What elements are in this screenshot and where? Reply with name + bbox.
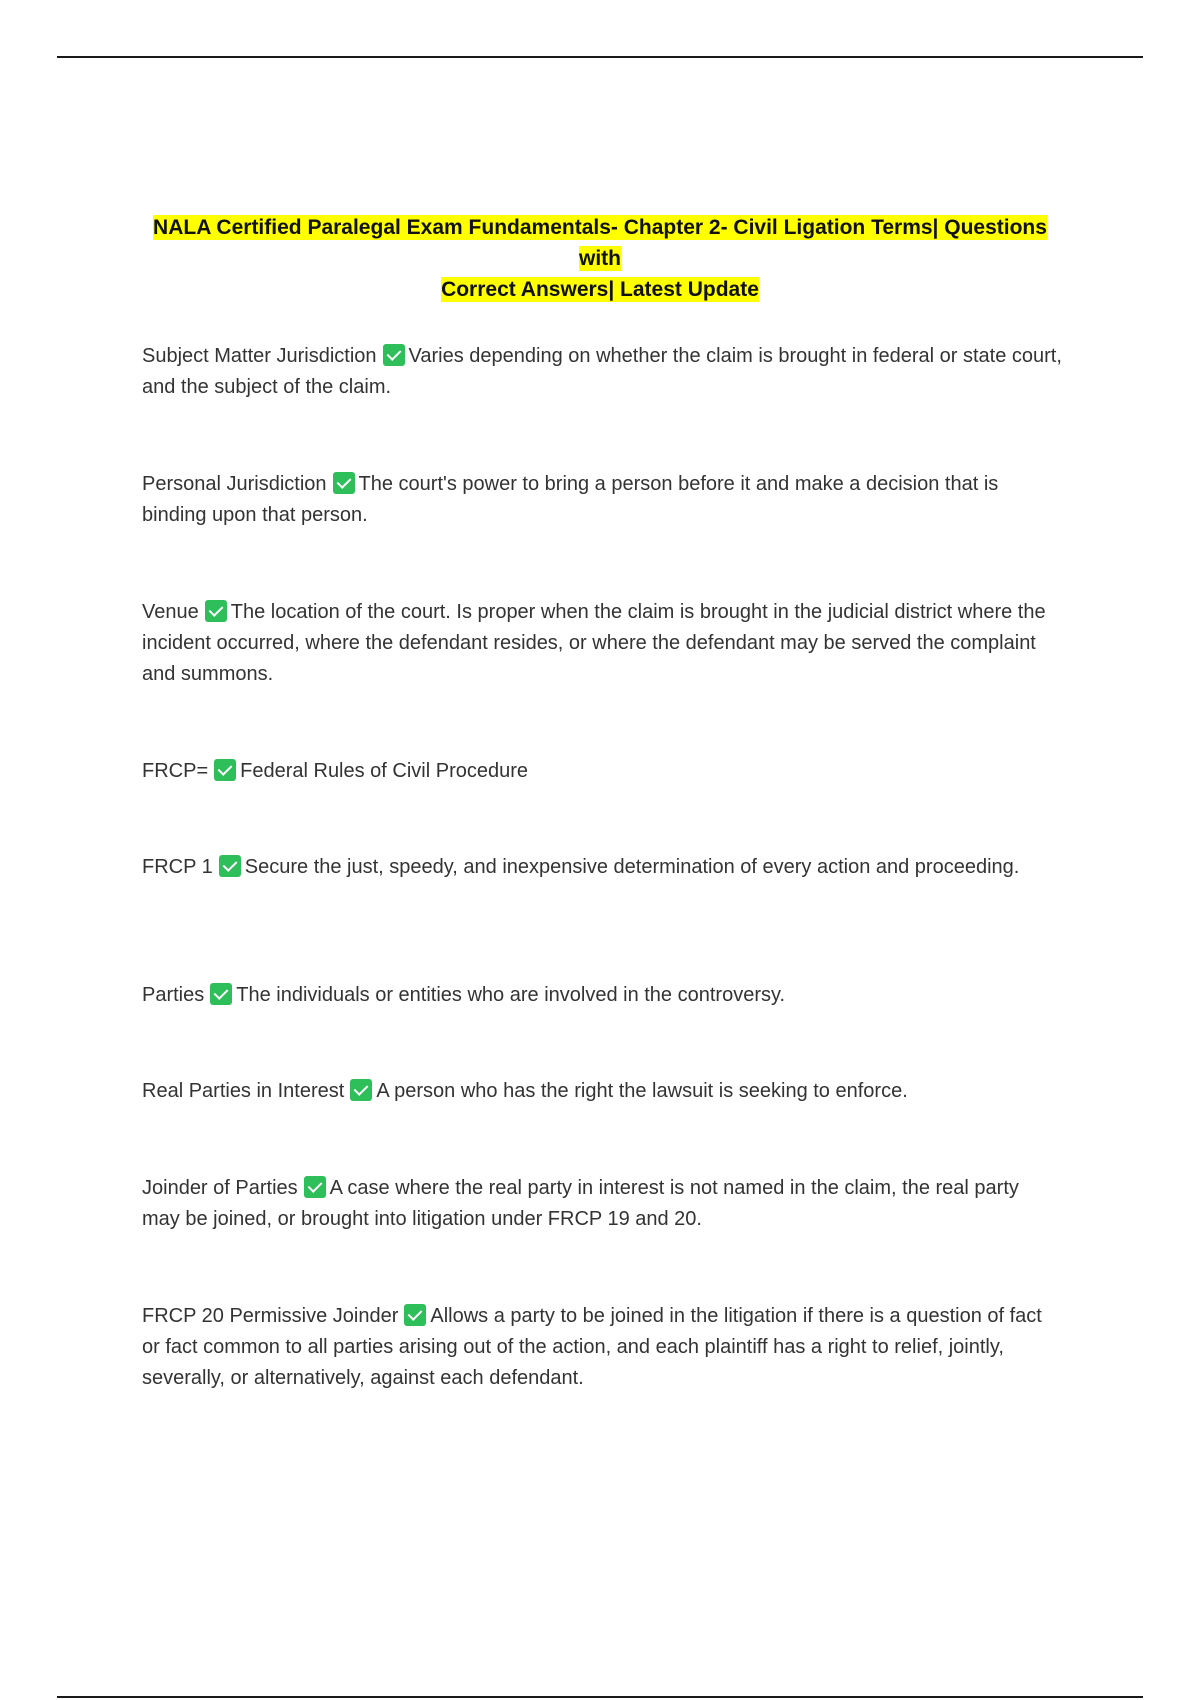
answer: The location of the court. Is proper when the claim is brought in the judicial district where the incident occurred, where the defendant resides, or where the defendant may be served the complaint and summons. xyxy=(142,601,1046,685)
term: Joinder of Parties xyxy=(142,1177,298,1199)
qa-entry-frcp-20-permissive-joinder xyxy=(142,1301,1062,1394)
term: Real Parties in Interest xyxy=(142,1080,345,1102)
title-line-2: Correct Answers| Latest Update xyxy=(441,278,759,301)
term: FRCP 1 xyxy=(142,856,213,878)
answer: Varies depending on whether the claim is brought in federal or state court, and the subject of the claim. xyxy=(142,345,1062,398)
check-mark-icon xyxy=(404,1304,426,1326)
qa-entry-parties xyxy=(142,980,1062,1011)
answer: A case where the real party in interest is not named in the claim, the real party may be joined, or brought into litigation under FRCP 19 and 20. xyxy=(142,1177,1019,1230)
qa-entry-subject-matter-jurisdiction xyxy=(142,341,1062,403)
check-mark-icon xyxy=(383,344,405,366)
title-line-1: NALA Certified Paralegal Exam Fundamentals- Chapter 2- Civil Ligation Terms| Questions with xyxy=(153,216,1047,270)
qa-entry-venue xyxy=(142,597,1062,690)
term: Subject Matter Jurisdiction xyxy=(142,345,377,367)
term: FRCP 20 Permissive Joinder xyxy=(142,1305,399,1327)
answer: Federal Rules of Civil Procedure xyxy=(240,760,529,782)
bottom-rule xyxy=(57,1696,1143,1698)
document-title xyxy=(140,212,1060,305)
answer: Allows a party to be joined in the litigation if there is a question of fact or fact common to all parties arising out of the action, and each plaintiff has a right to relief, jointly, severally, or alternatively, against each defendant. xyxy=(142,1305,1042,1389)
check-mark-icon xyxy=(210,983,232,1005)
check-mark-icon xyxy=(205,600,227,622)
qa-entry-frcp-1 xyxy=(142,852,1062,883)
qa-entry-personal-jurisdiction xyxy=(142,469,1062,531)
qa-entry-joinder-of-parties xyxy=(142,1173,1062,1235)
answer: The court's power to bring a person before it and make a decision that is binding upon that person. xyxy=(142,473,999,526)
answer: A person who has the right the lawsuit is seeking to enforce. xyxy=(376,1080,908,1102)
check-mark-icon xyxy=(350,1079,372,1101)
check-mark-icon xyxy=(333,472,355,494)
qa-entry-real-parties-in-interest xyxy=(142,1076,1062,1107)
answer: Secure the just, speedy, and inexpensive determination of every action and proceeding. xyxy=(244,856,1020,878)
term: FRCP= xyxy=(142,760,209,782)
term: Personal Jurisdiction xyxy=(142,473,327,495)
top-rule xyxy=(57,56,1143,58)
check-mark-icon xyxy=(219,855,241,877)
check-mark-icon xyxy=(304,1176,326,1198)
term: Parties xyxy=(142,984,205,1006)
term: Venue xyxy=(142,601,199,623)
check-mark-icon xyxy=(214,759,236,781)
qa-entry-frcp-definition xyxy=(142,756,1062,787)
answer: The individuals or entities who are involved in the controversy. xyxy=(236,984,786,1006)
